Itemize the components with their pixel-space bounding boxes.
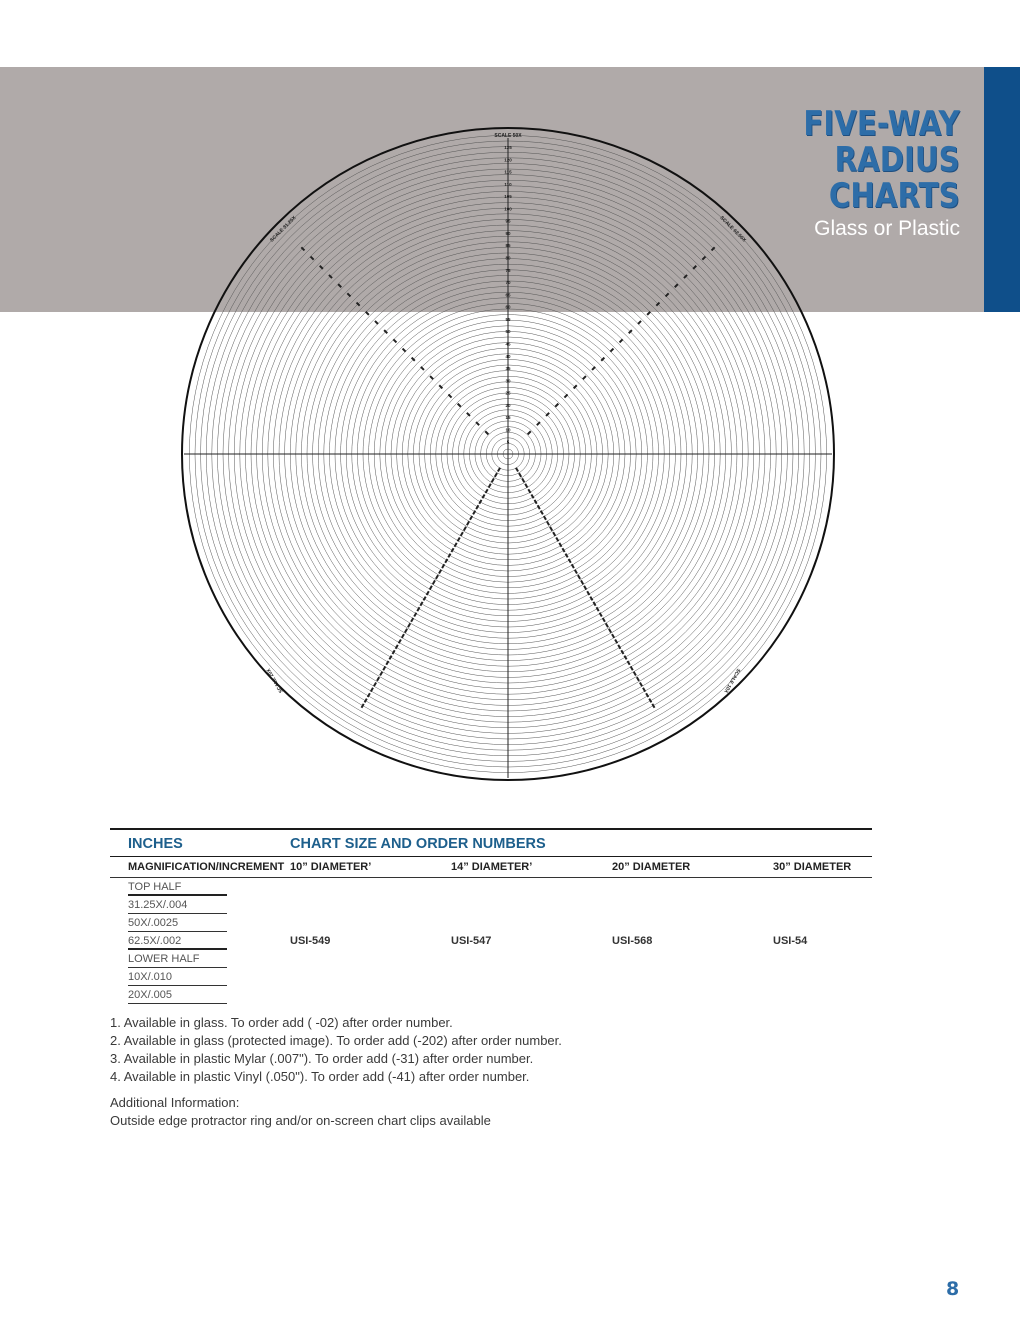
radius-ring [341, 287, 676, 622]
scale-tick-mark [485, 489, 489, 494]
scale-tick-mark [627, 660, 631, 665]
scale-tick-mark [583, 585, 587, 590]
scale-tick-mark [614, 639, 618, 644]
vertical-tick-label: 5 [506, 439, 510, 445]
scale-tick-mark [582, 375, 587, 380]
vertical-tick-label: 60 [505, 304, 511, 310]
radius-ring [436, 382, 580, 526]
col-14in: 14” DIAMETER’ [451, 861, 533, 873]
scale-tick-mark [491, 478, 495, 483]
radius-ring [307, 253, 709, 655]
scale-tick-mark [586, 591, 590, 596]
scale-tick-mark [524, 483, 528, 488]
scale-tick-mark [482, 494, 486, 499]
scale-tick-mark [411, 357, 416, 362]
scale-tick-mark [571, 564, 575, 569]
scale-tick-mark [549, 526, 553, 531]
scale-tick-mark [420, 366, 425, 371]
scale-tick-mark [619, 339, 624, 344]
radius-ring [497, 443, 518, 464]
vertical-tick-label: 15 [505, 415, 511, 421]
vertical-tick-label: 25 [505, 390, 511, 396]
scale-tick-mark [610, 348, 615, 353]
radius-ring [346, 292, 670, 616]
radius-ring [352, 298, 664, 610]
scale-tick-mark [601, 357, 606, 362]
scale-tick-mark [466, 412, 471, 417]
scale-tick-mark [562, 548, 566, 553]
scale-tick-mark [404, 628, 408, 633]
scale-tick-mark [527, 431, 532, 436]
order-number-10in: USI-549 [290, 935, 331, 947]
title-line-2: RADIUS [834, 140, 960, 180]
scale-tick-mark [543, 515, 547, 520]
scale-tick-mark [416, 607, 420, 612]
scale-tick-mark [633, 671, 637, 676]
radius-ring [397, 343, 620, 566]
scale-tick-mark [558, 542, 562, 547]
scale-tick-mark [552, 532, 556, 537]
scale-tick-mark [463, 526, 467, 531]
vertical-tick-label: 105 [504, 194, 512, 200]
scale-tick-mark [593, 601, 597, 606]
scale-tick-mark [639, 682, 643, 687]
scale-tick-mark [376, 677, 380, 682]
table-heading [110, 830, 872, 856]
radius-ring [453, 399, 564, 510]
scale-tick-mark [423, 596, 427, 601]
heading-units: INCHES [128, 836, 183, 852]
scale-tick-mark [531, 494, 535, 499]
radius-ring [464, 410, 552, 498]
scale-tick-mark [537, 505, 541, 510]
scale-tick-mark [515, 467, 519, 472]
col-30in: 30” DIAMETER [773, 861, 852, 873]
footnote: 3. Available in plastic Mylar (.007"). To order add (-31) after order number. [110, 1051, 534, 1066]
scale-tick-mark [605, 623, 609, 628]
scale-label-lower-left: SCALE 20X [265, 667, 285, 694]
scale-tick-mark [451, 548, 455, 553]
scale-tick-mark [488, 483, 492, 488]
page-subtitle: Glass or Plastic [814, 217, 960, 240]
scale-tick-mark [364, 698, 368, 703]
scale-tick-mark [447, 553, 451, 558]
scale-tick-mark [602, 617, 606, 622]
scale-tick-mark [518, 473, 522, 478]
scale-tick-mark [637, 320, 642, 325]
scale-tick-mark [393, 339, 398, 344]
radius-ring [475, 421, 541, 487]
vertical-tick-label: 40 [505, 353, 511, 359]
scale-tick-mark [426, 591, 430, 596]
scale-tick-mark [573, 385, 578, 390]
scale-tick-mark [564, 394, 569, 399]
vertical-tick-label: 10 [505, 427, 511, 433]
vertical-tick-label: 20 [505, 402, 511, 408]
col-20in: 20” DIAMETER [612, 861, 691, 873]
column-headers [110, 857, 872, 877]
scale-tick-mark [361, 703, 365, 708]
radius-ring [486, 432, 530, 476]
vertical-tick-label: 90 [505, 231, 511, 236]
scale-tick-mark [374, 320, 379, 325]
radius-ring [380, 326, 636, 582]
row-top-half: TOP HALF [128, 878, 227, 896]
vertical-tick-label: 80 [505, 255, 511, 261]
radius-ring [402, 348, 614, 560]
scale-tick-mark [611, 634, 615, 639]
radius-ring [313, 259, 704, 650]
scale-tick-mark [395, 644, 399, 649]
table-row: 62.5X/.002 [128, 932, 227, 950]
scale-tick-mark [608, 628, 612, 633]
scale-tick-mark [478, 499, 482, 504]
order-table [110, 828, 872, 1004]
scale-label-upper-left: SCALE 31.25X [269, 215, 298, 244]
scale-tick-mark [555, 403, 560, 408]
scale-tick-mark [475, 505, 479, 510]
radius-ring [318, 264, 698, 644]
scale-tick-mark [420, 601, 424, 606]
radius-ring [329, 275, 686, 632]
scale-tick-mark [624, 655, 628, 660]
radius-ring [458, 404, 558, 504]
scale-tick-mark [591, 366, 596, 371]
radius-ring [374, 320, 642, 588]
table-row: 50X/.0025 [128, 914, 227, 932]
scale-tick-mark [454, 542, 458, 547]
radius-ring [419, 365, 597, 543]
scale-tick-mark [565, 553, 569, 558]
scale-tick-mark [589, 596, 593, 601]
scale-tick-mark [385, 660, 389, 665]
vertical-tick-label: 85 [505, 243, 511, 249]
scale-tick-mark [457, 537, 461, 542]
radius-ring [430, 376, 586, 532]
radius-ring [425, 371, 592, 538]
scale-tick-mark [617, 644, 621, 649]
scale-tick-mark [472, 510, 476, 515]
radius-ring [369, 315, 648, 594]
scale-tick-mark [546, 521, 550, 526]
col-magnification: MAGNIFICATION/INCREMENT [128, 861, 285, 873]
table-row: 10X/.010 [128, 968, 227, 986]
additional-info [110, 1094, 491, 1130]
vertical-tick-label: 55 [505, 316, 511, 322]
scale-tick-mark [651, 703, 655, 708]
scale-tick-mark [555, 537, 559, 542]
radius-ring [363, 309, 653, 599]
table-body [110, 878, 872, 1004]
scale-tick-mark [642, 687, 646, 692]
scale-tick-mark [577, 575, 581, 580]
vertical-tick-label: 110 [504, 181, 512, 187]
scale-tick-mark [599, 612, 603, 617]
scale-tick-mark [574, 569, 578, 574]
scale-tick-mark [382, 666, 386, 671]
scale-tick-mark [457, 403, 462, 408]
additional-info-text: Outside edge protractor ring and/or on-screen chart clips available [110, 1113, 491, 1128]
scale-tick-mark [438, 569, 442, 574]
scale-tick-mark [392, 650, 396, 655]
scale-tick-mark [466, 521, 470, 526]
scale-tick-mark [568, 558, 572, 563]
radius-ring [413, 359, 602, 548]
scale-tick-mark [536, 421, 541, 426]
additional-info-label: Additional Information: [110, 1095, 240, 1110]
footnote: 2. Available in glass (protected image). To order add (-202) after order number. [110, 1033, 562, 1048]
vertical-tick-label: 45 [505, 341, 511, 347]
scale-tick-mark [648, 698, 652, 703]
scale-tick-mark [429, 585, 433, 590]
radius-ring [441, 387, 574, 520]
scale-tick-mark [521, 478, 525, 483]
vertical-tick-label: 95 [505, 218, 511, 224]
page-number: 8 [946, 1278, 960, 1300]
scale-tick-mark [389, 655, 393, 660]
radius-ring [481, 427, 536, 482]
page-title [804, 106, 960, 214]
scale-tick-mark [494, 473, 498, 478]
scale-tick-mark [636, 677, 640, 682]
footnotes [110, 1014, 562, 1086]
table-row: 20X/.005 [128, 986, 227, 1004]
title-line-3: CHARTS [829, 176, 960, 216]
vertical-tick-label: 125 [504, 145, 512, 150]
vertical-tick-label: 35 [505, 366, 511, 371]
radius-ring [492, 438, 524, 470]
title-line-1: FIVE-WAY [803, 104, 960, 144]
vertical-tick-label: 75 [505, 267, 511, 273]
scale-tick-mark [373, 682, 377, 687]
footnote: 1. Available in glass. To order add ( -02) after order number. [110, 1015, 453, 1030]
radius-ring [357, 303, 658, 604]
scale-tick-mark [379, 671, 383, 676]
row-lower-half: LOWER HALF [128, 950, 227, 968]
scale-tick-mark [497, 467, 501, 472]
scale-tick-mark [413, 612, 417, 617]
scale-label-vertical: SCALE 50X [494, 133, 522, 139]
order-number-30in: USI-54 [773, 935, 808, 947]
scale-tick-mark [448, 394, 453, 399]
vertical-tick-label: 120 [504, 157, 512, 163]
scale-tick-mark [469, 515, 473, 520]
scale-tick-mark [475, 421, 480, 426]
scale-tick-mark [367, 693, 371, 698]
scale-tick-mark [370, 687, 374, 692]
scale-label-lower-right: SCALE 10X [722, 667, 742, 694]
scale-tick-mark [429, 375, 434, 380]
scale-tick-mark [432, 580, 436, 585]
radius-ring [335, 281, 681, 627]
vertical-tick-label: 65 [505, 292, 511, 298]
scale-tick-mark [383, 329, 388, 334]
radius-ring [385, 331, 630, 576]
scale-tick-mark [441, 564, 445, 569]
scale-tick-mark [540, 510, 544, 515]
scale-tick-mark [580, 580, 584, 585]
radius-ring [503, 449, 513, 459]
scale-tick-mark [645, 693, 649, 698]
side-accent-bar [984, 67, 1020, 312]
radius-ring [408, 354, 608, 554]
scale-tick-mark [398, 639, 402, 644]
scale-tick-mark [435, 575, 439, 580]
vertical-tick-label: 115 [504, 169, 512, 175]
heading-title: CHART SIZE AND ORDER NUMBERS [290, 836, 546, 852]
order-number-14in: USI-547 [451, 935, 492, 947]
scale-tick-mark [444, 558, 448, 563]
vertical-tick-label: 70 [505, 280, 511, 286]
scale-tick-mark [630, 666, 634, 671]
scale-tick-mark [410, 617, 414, 622]
radius-ring [469, 415, 546, 492]
radius-ring [447, 390, 569, 515]
scale-tick-mark [628, 329, 633, 334]
scale-tick-mark [402, 348, 407, 353]
scale-tick-mark [545, 412, 550, 417]
scale-tick-mark [620, 650, 624, 655]
order-number-20in: USI-568 [612, 935, 653, 947]
scale-tick-mark [439, 385, 444, 390]
scale-label-upper-right: SCALE 62.50X [718, 215, 747, 244]
scale-tick-mark [407, 623, 411, 628]
table-row: 31.25X/.004 [128, 896, 227, 914]
radius-ring [324, 267, 692, 638]
radius-ring [391, 337, 625, 571]
vertical-tick-label: 30 [505, 378, 511, 384]
col-10in: 10” DIAMETER’ [290, 861, 372, 873]
scale-tick-mark [596, 607, 600, 612]
scale-tick-mark [460, 532, 464, 537]
vertical-tick-label: 50 [505, 329, 511, 335]
scale-tick-mark [534, 499, 538, 504]
scale-tick-mark [485, 431, 490, 436]
scale-tick-mark [401, 634, 405, 639]
scale-tick-mark [527, 489, 531, 494]
footnote: 4. Available in plastic Vinyl (.050"). To order add (-41) after order number. [110, 1069, 530, 1084]
vertical-tick-label: 100 [504, 206, 512, 212]
